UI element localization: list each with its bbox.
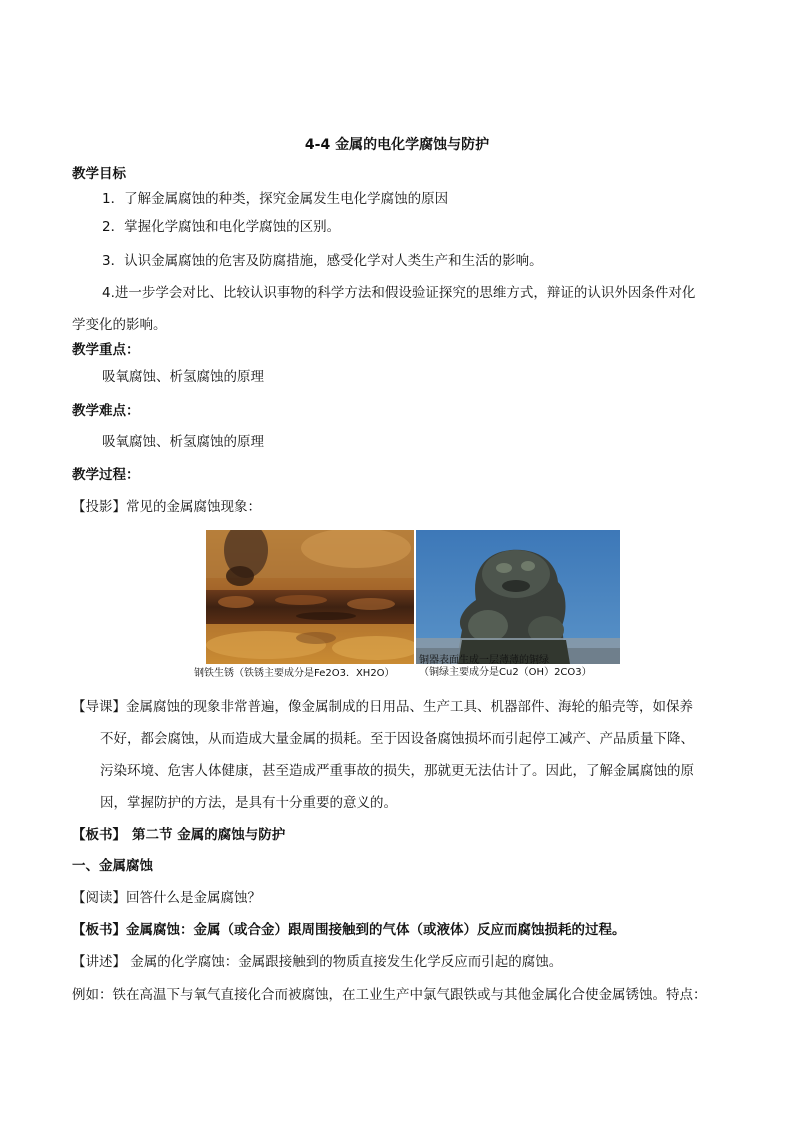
board-text-2: 金属腐蚀：金属（或合金）跟周围接触到的气体（或液体）反应而腐蚀损耗的过程。 xyxy=(126,922,626,938)
key-points-text: 吸氧腐蚀、析氢腐蚀的原理 xyxy=(102,369,264,385)
objective-4-continued: 学变化的影响。 xyxy=(72,317,167,333)
right-figure-caption-1: 铜器表面生成一层薄薄的铜绿 xyxy=(419,655,549,666)
projection-label: 【投影】 xyxy=(72,499,126,515)
board-line-2 xyxy=(72,921,626,939)
projection-text: 常见的金属腐蚀现象： xyxy=(126,499,261,515)
board-line-1 xyxy=(72,826,285,844)
example-line: 例如：铁在高温下与氧气直接化合而被腐蚀，在工业生产中氯气跟铁或与其他金属化合使金属锈蚀。特点： xyxy=(72,987,707,1003)
objective-4: 4.进一步学会对比、比较认识事物的科学方法和假设验证探究的思维方式，辩证的认识外因条件对化 xyxy=(102,285,696,301)
reading-line xyxy=(72,889,261,907)
intro-line-3: 污染环境、危害人体健康，甚至造成严重事故的损失，那就更无法估计了。因此，了解金属腐蚀的原 xyxy=(100,763,694,779)
process-heading: 教学过程： xyxy=(72,467,140,483)
difficulties-heading: 教学难点： xyxy=(72,403,140,419)
objective-3: 3．认识金属腐蚀的危害及防腐措施，感受化学对人类生产和生活的影响。 xyxy=(102,253,543,269)
rusted-iron-image xyxy=(206,530,414,664)
rusted-iron-photo xyxy=(206,530,414,664)
page-title: 4-4 金属的电化学腐蚀与防护 xyxy=(304,137,490,153)
intro-line-1 xyxy=(72,698,693,716)
board-label-2: 【板书】 xyxy=(72,922,126,938)
intro-line-4: 因，掌握防护的方法，是具有十分重要的意义的。 xyxy=(100,795,397,811)
reading-label: 【阅读】 xyxy=(72,890,126,906)
bronze-lion-photo xyxy=(416,530,620,664)
intro-line-2: 不好，都会腐蚀，从而造成大量金属的损耗。至于因设备腐蚀损坏而引起停工减产、产品质量下降、 xyxy=(100,731,694,747)
section-heading-1: 一、金属腐蚀 xyxy=(72,858,153,874)
reading-text: 回答什么是金属腐蚀？ xyxy=(126,890,261,906)
intro-label: 【导课】 xyxy=(72,699,126,715)
difficulties-text: 吸氧腐蚀、析氢腐蚀的原理 xyxy=(102,434,264,450)
objective-1: 1．了解金属腐蚀的种类，探究金属发生电化学腐蚀的原因 xyxy=(102,191,449,207)
objectives-heading: 教学目标 xyxy=(72,166,126,182)
bronze-lion-image xyxy=(416,530,620,664)
explain-text: 金属的化学腐蚀：金属跟接触到的物质直接发生化学反应而引起的腐蚀。 xyxy=(126,954,563,970)
right-figure-caption-2: （铜绿主要成分是Cu2（OH）2CO3） xyxy=(419,667,592,678)
key-points-heading: 教学重点： xyxy=(72,342,140,358)
board-label-1: 【板书】 xyxy=(72,827,126,843)
explain-label: 【讲述】 xyxy=(72,954,126,970)
board-text-1: 第二节 金属的腐蚀与防护 xyxy=(132,827,286,843)
left-figure-caption: 钢铁生锈（铁锈主要成分是Fe2O3．XH2O） xyxy=(194,668,395,679)
objective-2: 2．掌握化学腐蚀和电化学腐蚀的区别。 xyxy=(102,219,341,235)
explain-line xyxy=(72,953,562,971)
projection-line xyxy=(72,498,261,516)
intro-text-1: 金属腐蚀的现象非常普遍，像金属制成的日用品、生产工具、机器部件、海轮的船壳等，如保养 xyxy=(126,699,693,715)
